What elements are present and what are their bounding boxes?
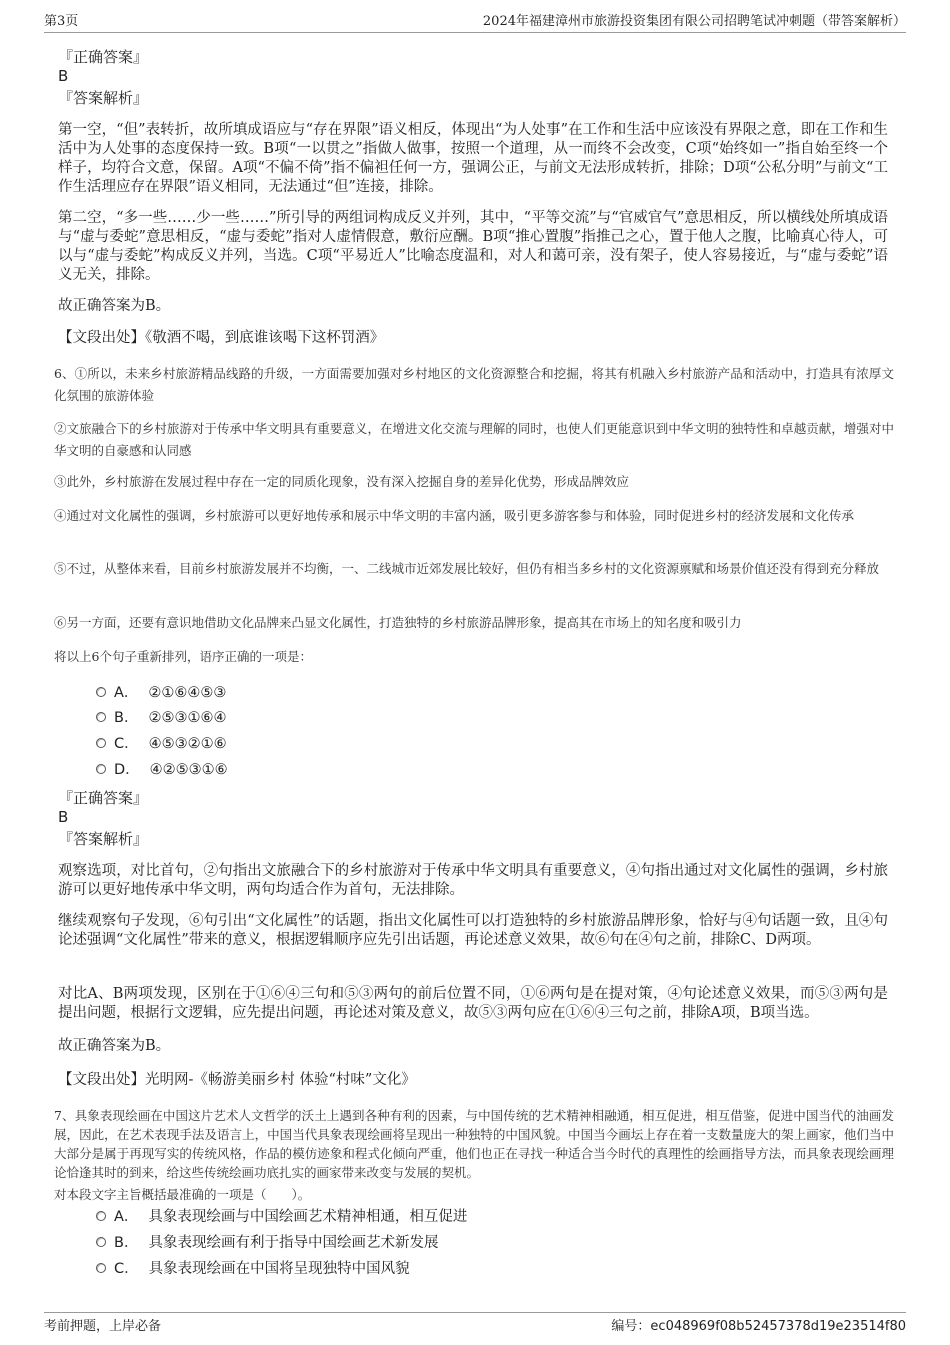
radio-button-icon[interactable] (96, 712, 106, 722)
q5-answer-label: 『正确答案』 (58, 48, 149, 66)
footer-code-label: 编号： (611, 1319, 651, 1334)
q5-analysis-label: 『答案解析』 (58, 89, 149, 107)
q6-sentence: ⑤不过，从整体来看，目前乡村旅游发展并不均衡，一、二线城市近郊发展比较好，但仍有相当多乡村的文化资源禀赋和场景价值还没有得到充分释放 (54, 561, 880, 576)
footer-slogan: 考前押题，上岸必备 (44, 1319, 162, 1334)
page-number: 第3页 (44, 14, 79, 29)
radio-button-icon[interactable] (96, 687, 106, 697)
q6-option-d[interactable] (96, 760, 228, 780)
q6-analysis-label: 『答案解析』 (58, 830, 149, 848)
q7-passage: 7、具象表现绘画在中国这片艺术人文哲学的沃土上遇到各种有利的因素，与中国传统的艺术精神相融通，相互促进，相互借鉴，促进中国当代的油画发展，因此，在艺术表现手法及语言上，中国当代具象表现绘画将呈现出一种独特的中国风貌。中国当今画坛上存在着一支数量庞大的架上画家，他们当中大部分是属于再现写实的传统风格，作品的模仿迹象和程式化倾向严重，他们也正在寻找一种适合当今时代的真理性的绘画指导方法，而具象表现绘画理论恰逢其时的到来，给这些传统绘画功底扎实的画家带来改变与发展的契机。 (54, 1108, 894, 1180)
radio-button-icon[interactable] (96, 764, 106, 774)
q6-conclusion: 故正确答案为B。 (58, 1038, 171, 1054)
q6-analysis-paragraph: 继续观察句子发现，⑥句引出“文化属性”的话题，指出文化属性可以打造独特的乡村旅游品牌形象，恰好与④句话题一致，且④句论述强调“文化属性”带来的意义，根据逻辑顺序应先引出话题，再论述意义效果，故⑥句在④句之前，排除C、D两项。 (58, 913, 888, 948)
page-footer (44, 1312, 906, 1334)
q5-analysis-paragraph: 第二空，“多一些……少一些……”所引导的两组词构成反义并列，其中，“平等交流”与“官威官气”意思相反，所以横线处所填成语与“虚与委蛇”意思相反，“虚与委蛇”指对人虚情假意，敷衍应酬。B项“推心置腹”指推己之心，置于他人之腹，比喻真心待人，可以与“虚与委蛇”构成反义并列，当选。C项“平易近人”比喻态度温和，对人和蔼可亲，没有架子，使人容易接近，与“虚与委蛇”语义无关，排除。 (58, 210, 888, 283)
q6-sentence: ⑥另一方面，还要有意识地借助文化品牌来凸显文化属性，打造独特的乡村旅游品牌形象，提高其在市场上的知名度和吸引力 (54, 615, 742, 630)
page-header (44, 12, 906, 33)
option-text: 具象表现绘画与中国绘画艺术精神相通，相互促进 (148, 1209, 468, 1225)
radio-button-icon[interactable] (96, 1263, 106, 1273)
q5-conclusion: 故正确答案为B。 (58, 298, 171, 314)
radio-button-icon[interactable] (96, 738, 106, 748)
option-text: 具象表现绘画在中国将呈现独特中国风貌 (148, 1261, 410, 1277)
q7-option-b[interactable] (96, 1233, 438, 1253)
option-text: ④⑤③②①⑥ (148, 736, 227, 752)
q5-analysis-paragraph: 第一空，“但”表转折，故所填成语应与“存在界限”语义相反，体现出“为人处事”在工作和生活中应该没有界限之意，即在工作和生活中为人处事的态度保持一致。B项“一以贯之”指做人做事，按照一个道理，从一而终不会改变，C项“始终如一”指自始至终一个样子，均符合文意，保留。A项“不偏不倚”指不偏袒任何一方，强调公正，与前文无法形成转折，排除；D项“公私分明”与前文“工作生活理应存在界限”语义相同，无法通过“但”连接，排除。 (58, 122, 888, 195)
q6-sentence: 6、①所以，未来乡村旅游精品线路的升级，一方面需要加强对乡村地区的文化资源整合和挖掘，将其有机融入乡村旅游产品和活动中，打造具有浓厚文化氛围的旅游体验 (54, 366, 894, 403)
footer-code (611, 1319, 906, 1335)
q6-analysis-paragraph: 观察选项，对比首句，②句指出文旅融合下的乡村旅游对于传承中华文明具有重要意义，④句指出通过对文化属性的强调，乡村旅游可以更好地传承中华文明，两句均适合作为首句，无法排除。 (58, 863, 888, 898)
q6-option-a[interactable] (96, 683, 226, 703)
option-letter: B． (114, 1235, 139, 1251)
option-text: ②①⑥④⑤③ (148, 685, 227, 701)
option-text: ④②⑤③①⑥ (149, 762, 228, 778)
q6-analysis-paragraph: 对比A、B两项发现，区别在于①⑥④三句和⑤③两句的前后位置不同，①⑥两句是在提对策，④句论述意义效果，而⑤③两句是提出问题，根据行文逻辑，应先提出问题，再论述对策及意义，故⑤③两句应在①⑥④三句之前，排除A项，B项当选。 (58, 986, 888, 1021)
q6-answer-label: 『正确答案』 (58, 789, 149, 807)
option-text: 具象表现绘画有利于指导中国绘画艺术新发展 (148, 1235, 439, 1251)
q6-sentence: ②文旅融合下的乡村旅游对于传承中华文明具有重要意义，在增进文化交流与理解的同时，也使人们更能意识到中华文明的独特性和卓越贡献，增强对中华文明的自豪感和认同感 (54, 421, 894, 458)
q6-answer: B (58, 808, 69, 826)
option-letter: A． (114, 1209, 139, 1225)
option-letter: A． (114, 685, 139, 701)
option-letter: D． (114, 762, 140, 778)
radio-button-icon[interactable] (96, 1211, 106, 1221)
q5-source: 【文段出处】《敬酒不喝，到底谁该喝下这杯罚酒》 (58, 330, 385, 346)
q7-option-c[interactable] (96, 1259, 410, 1279)
option-text: ②⑤③①⑥④ (148, 710, 227, 726)
option-letter: C． (114, 1261, 139, 1277)
radio-button-icon[interactable] (96, 1237, 106, 1247)
document-title: 2024年福建漳州市旅游投资集团有限公司招聘笔试冲刺题（带答案解析） (482, 14, 906, 29)
q7-prompt: 对本段文字主旨概括最准确的一项是（ ）。 (54, 1187, 311, 1202)
option-letter: B． (114, 710, 139, 726)
q6-source: 【文段出处】光明网-《畅游美丽乡村 体验“村味”文化》 (58, 1072, 416, 1088)
option-letter: C． (114, 736, 139, 752)
q6-sentence: ④通过对文化属性的强调，乡村旅游可以更好地传承和展示中华文明的丰富内涵，吸引更多游客参与和体验，同时促进乡村的经济发展和文化传承 (54, 508, 855, 523)
footer-code-value: ec048969f08b52457378d19e23514f80 (650, 1319, 906, 1334)
q6-sentence: ③此外，乡村旅游在发展过程中存在一定的同质化现象，没有深入挖掘自身的差异化优势，形成品牌效应 (54, 474, 630, 489)
q6-option-b[interactable] (96, 708, 226, 728)
q6-option-c[interactable] (96, 734, 227, 754)
q5-answer: B (58, 67, 69, 85)
q7-option-a[interactable] (96, 1207, 467, 1227)
q6-prompt: 将以上6个句子重新排列，语序正确的一项是： (54, 649, 312, 664)
